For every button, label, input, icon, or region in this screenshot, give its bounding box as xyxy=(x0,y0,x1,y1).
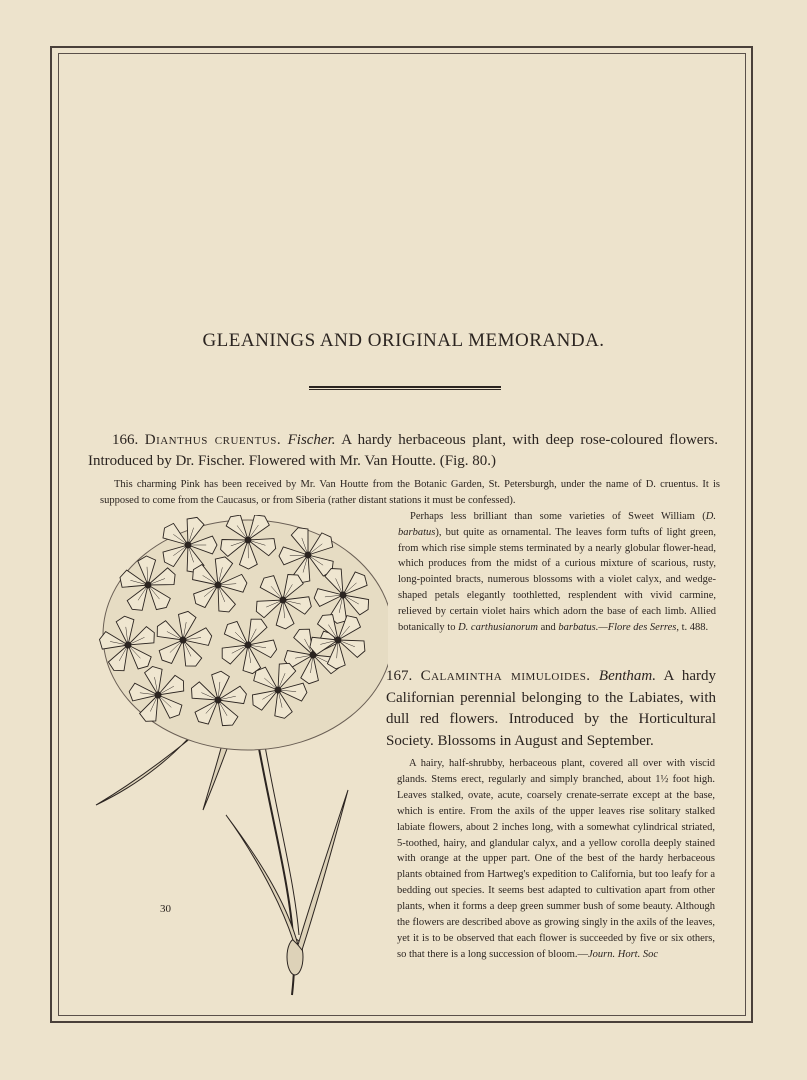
entry-167-text: A hairy, half-shrubby, herbaceous plant, covered all over with viscid glands. Stems erect, regularly and simply branched, about 1½ foot high. Leaves stalked, ovate, acute, coarsely crenate-serrate except at the base, which is entire. From the axils of the upper leaves rise solitary stalked labiate flowers, about 2 inches long, with a somewhat cylindrical striated, 5-toothed, hairy, and glandular calyx, and a yellow corolla deeply stained with orange at the upper part. One of the best of the hardy herbaceous plants obtained from Hartweg's expedition to California, but too leafy for a bedding out species. It seems best adapted to cultivation apart from other plants, when it forms a deep green summer bush of some beauty. Although the flowers are described above as growing singly in the axils of the leaves, yet it is to be observed that each flower is succeeded by five or six others, so that there is a long succession of bloom.— xyxy=(397,758,715,960)
title-rule xyxy=(309,386,501,390)
entry-166-paragraph-2 xyxy=(398,509,716,635)
entry-166-p2-text-b: ), but quite as ornamental. The leaves form tufts of light green, from which rise simple stems terminated by a nearly globular flower-head, which produces from the midst of a curious mixture of scarious, rusty, long-pointed bracts, numerous blossoms with a violet calyx, and wedge-shaped petals elegantly toothletted, resplendent with vivid carmine, relieved by certain violet hairs which adorn the base of each limb. Allied botanically to xyxy=(398,526,716,633)
dianthus-illustration xyxy=(88,515,388,1005)
entry-167-number: 167. xyxy=(386,668,413,684)
entry-167-authority: Bentham. xyxy=(598,668,656,684)
entry-166-description: A hardy herbaceous plant, with deep rose-coloured flowers. Introduced by Dr. Fischer. Flowered with Mr. Van Houtte. (Fig. 80.) xyxy=(88,432,719,469)
entry-166-p2-text-c: and xyxy=(538,621,559,633)
entry-166-name: Dianthus cruentus. xyxy=(144,432,282,448)
page-title: GLEANINGS AND ORIGINAL MEMORANDA. xyxy=(202,330,605,351)
entry-166-p2-text-a: Perhaps less brilliant than some varieties of Sweet William ( xyxy=(410,511,706,522)
entry-166-authority: Fischer. xyxy=(287,432,336,448)
entry-166-number: 166. xyxy=(112,432,139,448)
entry-166-paragraph-1: This charming Pink has been received by Mr. Van Houtte from the Botanic Garden, St. Petersburgh, under the name of D. cruentus. It is supposed to come from the Caucasus, or from Siberia (rather distant stations it must be confessed). xyxy=(100,479,720,506)
entry-166-heading xyxy=(88,430,718,472)
entry-167-paragraph xyxy=(397,756,715,963)
entry-166-p2-italic-b: D. carthusianorum xyxy=(458,621,538,633)
entry-167-name: Calamintha mimuloides. xyxy=(420,668,591,684)
entry-166-p2-italic-c: barbatus.—Flore des Serres xyxy=(558,621,677,633)
entry-167-description: A hardy Californian perennial belonging to the Labiates, with dull red flowers. Introduced by the Horticultural Society. Blossoms in August and September. xyxy=(386,668,716,749)
entry-166-p2-text-d: , t. 488. xyxy=(676,621,709,633)
page-number: 30 xyxy=(160,903,171,915)
entry-167-heading xyxy=(386,666,716,752)
entry-166-p2-italic-a: D. barbatus xyxy=(398,511,716,538)
entry-167-source: Journ. Hort. Soc xyxy=(588,948,659,960)
